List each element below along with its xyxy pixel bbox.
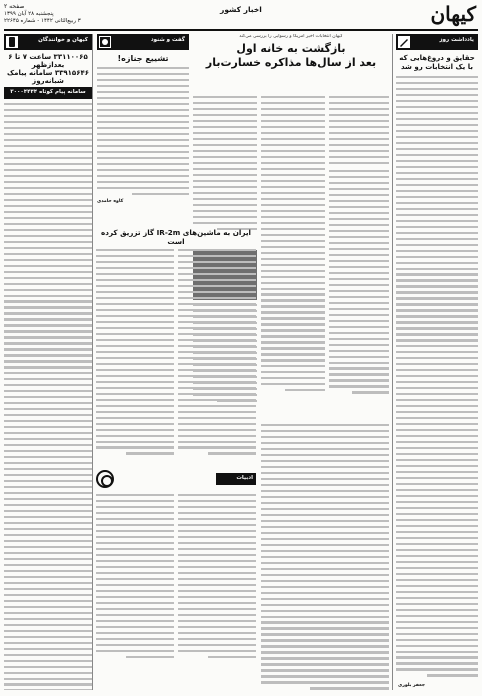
mid-story bbox=[97, 34, 189, 214]
divider bbox=[92, 34, 93, 690]
mid-box-title: گفت و شنود bbox=[150, 37, 185, 43]
logo-text: کیهان bbox=[430, 2, 476, 26]
editorial-body bbox=[396, 76, 478, 677]
masthead-rule bbox=[4, 29, 478, 31]
lead-headline-2: بعد از سال‌ها مذاکره خسارت‌بار bbox=[205, 56, 377, 69]
lead-kicker: کیهان انتخابات اخیر آمریکا و رسوایی را بررسی می‌کند bbox=[239, 34, 343, 39]
editorial-box-title: یادداشت روز bbox=[439, 37, 474, 43]
sms-line: سامانه پیام کوتاه ۳۰۰۰۴۴۴۴ bbox=[10, 89, 86, 95]
lead-body-col-1 bbox=[261, 96, 325, 416]
readers-body bbox=[4, 103, 92, 690]
masthead bbox=[0, 0, 482, 30]
pen-icon bbox=[398, 36, 410, 48]
lead-body-col-2 bbox=[193, 96, 257, 246]
spiral-icon bbox=[96, 470, 114, 488]
readers-box-title: کیهان و خوانندگان bbox=[38, 37, 88, 43]
mid-author: کاوه حامدی bbox=[97, 198, 124, 204]
wordplay-box-head bbox=[216, 473, 256, 485]
phone-icon bbox=[6, 36, 18, 48]
lower-right-story bbox=[261, 420, 389, 690]
editorial-headline: حقایق و دروغ‌هایی که با یک انتخابات رو شد bbox=[399, 54, 475, 71]
page-number: صفحه ۲ bbox=[4, 3, 25, 10]
issue-line: ۳ ربیع‌الثانی ۱۴۴۲ - شماره ۲۲۶۴۵ bbox=[4, 18, 81, 24]
readers-box-head bbox=[4, 34, 92, 50]
film-reel-icon bbox=[99, 36, 111, 48]
date-line: پنجشنبه ۲۸ آبان ۱۳۹۹ bbox=[4, 11, 54, 17]
readers-column bbox=[4, 34, 92, 690]
editorial-box-head bbox=[396, 34, 478, 50]
wordplay-head bbox=[96, 470, 256, 490]
editorial-author: جعفر بلوری bbox=[398, 683, 426, 688]
ir2m-story bbox=[96, 228, 256, 468]
lead-story-header bbox=[193, 34, 389, 94]
lead-body-col-0 bbox=[329, 170, 389, 416]
editorial-column bbox=[396, 34, 478, 690]
phone-line-1: ۳۳۱۱۰۰۶۵ ساعت ۷ تا ۶ بعدازظهر bbox=[8, 53, 88, 69]
mid-headline: تشییع جنازه! bbox=[117, 54, 169, 63]
ir2m-headline: ایران به ماشین‌های IR-2m گاز تزریق کرده است bbox=[101, 228, 251, 246]
lead-headline-1: بازگشت به خانه اول bbox=[236, 42, 346, 55]
wordplay-box-title: ادبیات bbox=[236, 475, 253, 481]
mid-box-head bbox=[97, 34, 189, 50]
sms-bar bbox=[4, 87, 92, 99]
brand-logo bbox=[396, 2, 476, 28]
phone-line-2: ۳۳۹۱۵۶۴۶ سامانه پیامک شبانه‌روز bbox=[6, 69, 90, 85]
lower-mid-story bbox=[96, 494, 256, 690]
lead-photo-col bbox=[329, 96, 389, 166]
section-title: اخبار کشور bbox=[220, 5, 262, 14]
divider bbox=[392, 34, 393, 690]
